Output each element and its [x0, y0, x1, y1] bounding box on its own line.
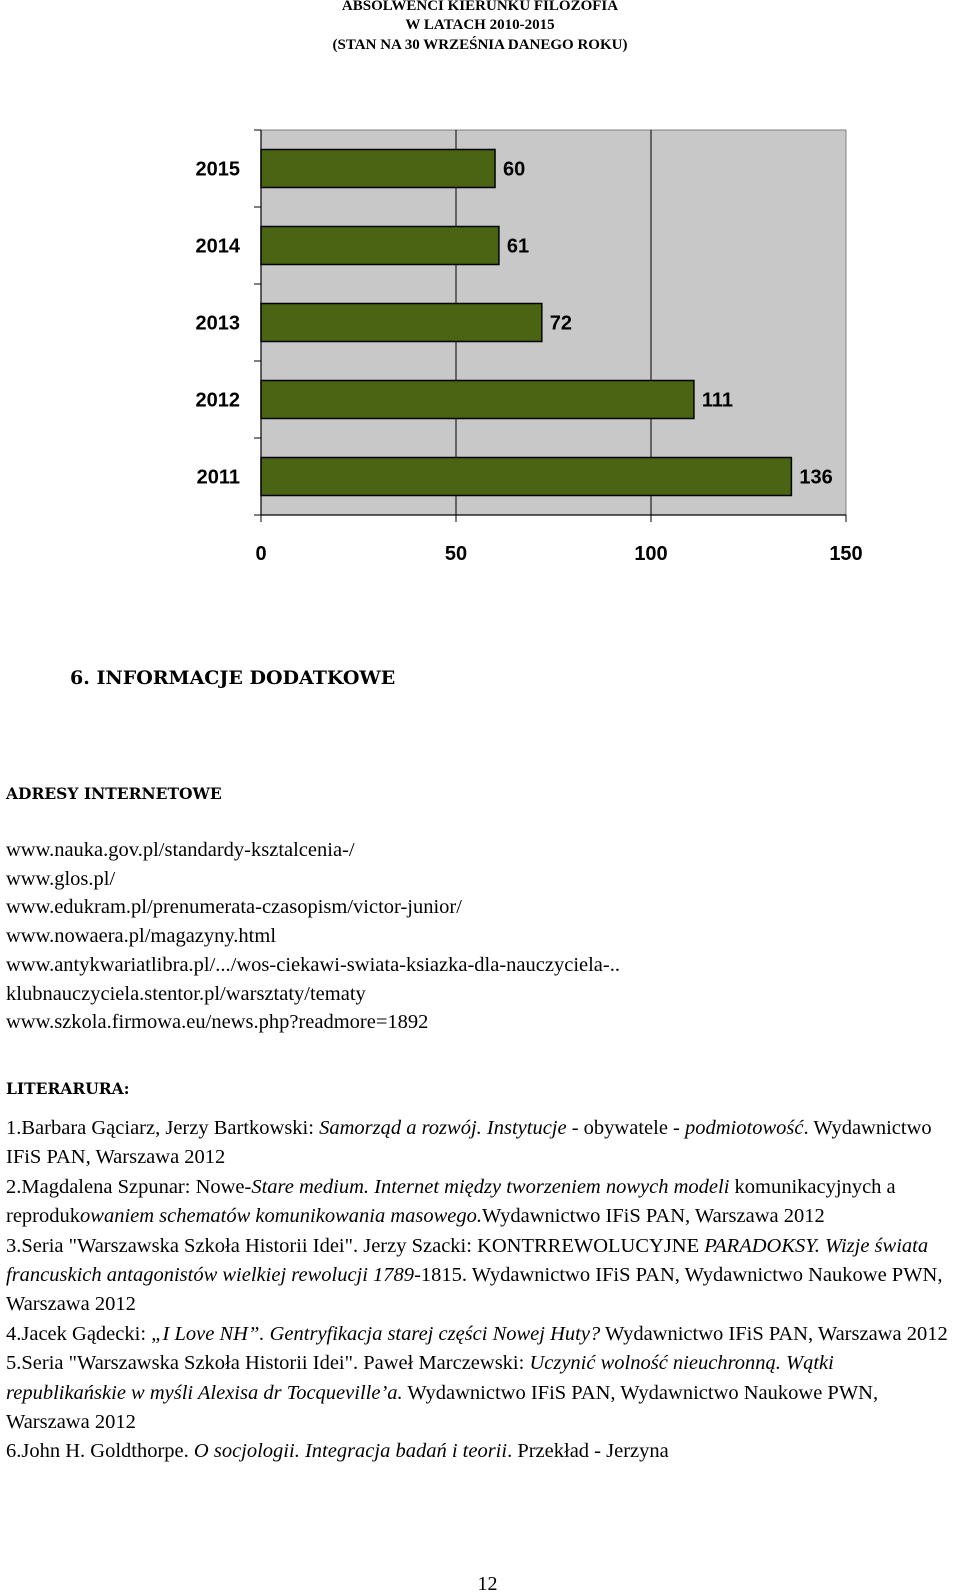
url-item[interactable]: www.nowaera.pl/magazyny.html	[6, 925, 277, 948]
literature-list	[6, 1114, 956, 1467]
italic-title-text: PARADOKSY. Wizje świata francuskich antagonistów wielkiej rewolucji 1789	[6, 1234, 929, 1287]
data-label: 72	[549, 312, 573, 335]
italic-title-text: Stare medium. Internet między tworzeniem nowych modeli	[251, 1175, 730, 1198]
page-number: 12	[477, 1573, 498, 1595]
citation-text: 3.Seria "Warszawska Szkoła Historii Idei". Jerzy Szacki: KONTRREWOLUCYJNE	[6, 1234, 705, 1257]
citation-text: 4.Jacek Gądecki:	[6, 1322, 152, 1345]
italic-title-text: podmiotowość	[685, 1117, 804, 1139]
literature-item	[6, 1114, 956, 1173]
category-label: 2014	[195, 235, 240, 258]
citation-text: -1815. Wydawnictwo IFiS PAN, Wydawnictwo Naukowe PWN, Warszawa 2012	[6, 1264, 943, 1316]
italic-title-text: Samorząd a rozwój. Instytucje	[319, 1117, 567, 1139]
literature-item	[6, 1320, 956, 1349]
addresses-heading: ADRESY INTERNETOWE	[6, 784, 222, 803]
literature-item	[6, 1232, 956, 1320]
bar-chart	[0, 0, 960, 600]
literature-item	[6, 1173, 956, 1232]
url-item[interactable]: www.glos.pl/	[6, 867, 116, 890]
citation-text: Wydawnictwo IFiS PAN, Warszawa 2012	[482, 1205, 825, 1228]
bar	[261, 381, 694, 419]
data-label: 61	[506, 235, 530, 258]
data-label: 60	[503, 158, 526, 181]
url-list	[6, 836, 620, 1037]
citation-text: 2.Magdalena Szpunar: Nowe-	[6, 1175, 252, 1198]
bar	[261, 227, 499, 265]
x-tick-label: 100	[634, 543, 668, 565]
chart-title-line-3: (STAN NA 30 WRZEŚNIA DANEGO ROKU)	[332, 37, 628, 53]
italic-title-text: owaniem schematów komunikowania masowego.	[80, 1205, 483, 1228]
citation-text: 1.Barbara Gąciarz, Jerzy Bartkowski:	[6, 1117, 320, 1139]
literature-item	[6, 1437, 956, 1466]
section-6-title: 6. INFORMACJE DODATKOWE	[70, 667, 396, 689]
literature-item	[6, 1349, 956, 1437]
data-label: 136	[799, 466, 833, 489]
chart-title-line-2: W LATACH 2010-2015	[405, 17, 555, 33]
citation-text: 5.Seria "Warszawska Szkoła Historii Idei". Paweł Marczewski:	[6, 1352, 530, 1375]
literature-heading: LITERARURA:	[6, 1079, 130, 1098]
citation-text: 6.John H. Goldthorpe.	[6, 1440, 194, 1463]
x-tick-label: 50	[444, 543, 468, 565]
citation-text: Wydawnictwo IFiS PAN, Wydawnictwo Naukowe PWN, Warszawa 2012	[6, 1381, 879, 1434]
category-label: 2013	[195, 312, 240, 335]
citation-text: . Wydawnictwo IFiS PAN, Warszawa 2012	[6, 1117, 932, 1169]
data-label: 111	[701, 389, 734, 412]
bar	[261, 304, 542, 342]
x-tick-label: 150	[829, 543, 863, 565]
url-item[interactable]: www.nauka.gov.pl/standardy-ksztalcenia-/	[6, 839, 355, 861]
italic-title-text: „I Love NH”. Gentryfikacja starej części Nowej Huty?	[151, 1322, 601, 1345]
italic-title-text: Uczynić wolność nieuchronną. Wątki republikańskie w myśli Alexisa dr Tocqueville’a.	[6, 1352, 834, 1404]
url-item[interactable]: www.edukram.pl/prenumerata-czasopism/victor-junior/	[6, 896, 462, 919]
url-item[interactable]: klubnauczyciela.stentor.pl/warsztaty/tematy	[6, 982, 366, 1005]
url-item[interactable]: www.szkola.firmowa.eu/news.php?readmore=1892	[6, 1011, 429, 1034]
citation-text: - obywatele -	[566, 1117, 685, 1139]
url-item[interactable]: www.antykwariatlibra.pl/.../wos-ciekawi-swiata-ksiazka-dla-nauczyciela-..	[6, 953, 620, 976]
citation-text: Wydawnictwo IFiS PAN, Warszawa 2012	[600, 1322, 948, 1345]
chart-title-line-1: ABSOLWENCI KIERUNKU FILOZOFIA	[341, 0, 619, 14]
category-label: 2011	[196, 466, 240, 489]
citation-text: komunikacyjnych a reproduk	[6, 1175, 896, 1228]
italic-title-text: O socjologii. Integracja badań i teorii	[193, 1440, 508, 1463]
category-label: 2015	[195, 158, 240, 181]
bar	[261, 150, 495, 188]
x-tick-label: 0	[255, 543, 267, 565]
citation-text: . Przekład - Jerzyna	[507, 1440, 669, 1463]
category-label: 2012	[195, 389, 240, 412]
bar	[261, 458, 791, 496]
